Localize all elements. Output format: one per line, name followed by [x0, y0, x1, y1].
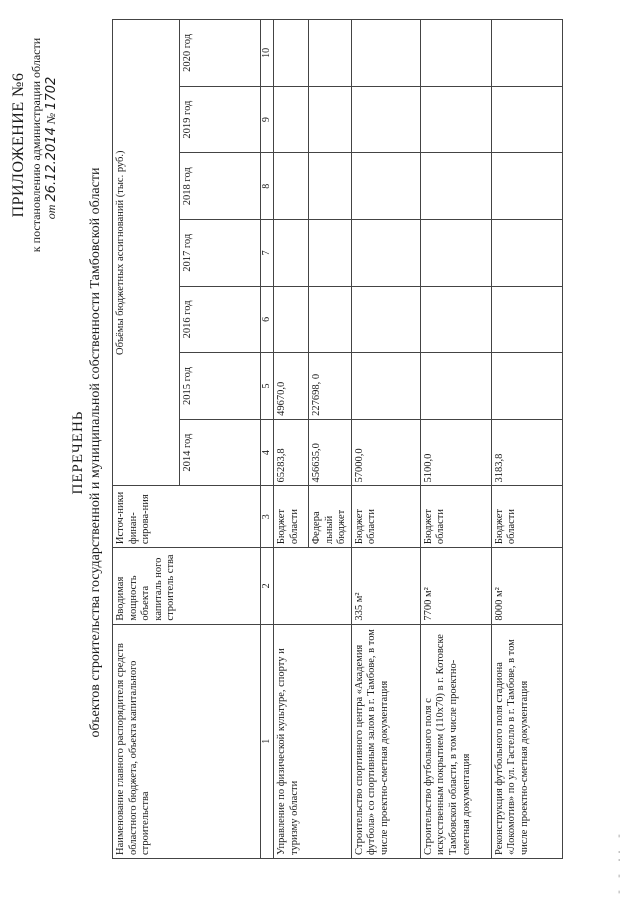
value-cell: 456635,0 [309, 419, 352, 486]
value-cell [274, 86, 309, 153]
source-cell: Федера льный бюджет [309, 486, 352, 548]
header-name-cell: Наименование главного распорядителя средств областного бюджета, объекта капитального строительства [113, 624, 261, 858]
appendix-title: ПРИЛОЖЕНИЕ №6 [10, 72, 27, 218]
column-number: 3 [261, 486, 274, 548]
header-capacity-cell: Вводимая мощность объекта капиталь ного строитель ства [113, 548, 261, 624]
object-name-cell: Реконструкция футбольного поля стадиона «Локомотив» по ул. Гастелло в г. Тамбове, в том числе проектно-сметная документация [491, 624, 562, 858]
table-row [351, 20, 420, 859]
object-name-cell: Управление по физической культуре, спорту и туризму области [274, 624, 352, 858]
value-cell [420, 220, 491, 287]
table-row [274, 20, 309, 859]
table-row [420, 20, 491, 859]
appendix-subtitle: к постановлению администрации области [29, 37, 43, 253]
value-cell [309, 153, 352, 220]
value-cell: 49670,0 [274, 353, 309, 420]
column-number: 7 [261, 220, 274, 287]
value-cell [274, 153, 309, 220]
value-cell [420, 353, 491, 420]
value-cell [420, 20, 491, 87]
column-number: 4 [261, 419, 274, 486]
document-subtitle: объектов строительства государственной и муниципальной собственности Тамбовской области [88, 167, 103, 738]
capacity-cell: 8000 м² [491, 548, 562, 624]
value-cell [420, 86, 491, 153]
value-cell [491, 153, 562, 220]
year-cell: 2014 год [180, 419, 261, 486]
value-cell [420, 153, 491, 220]
capacity-cell: 335 м² [351, 548, 420, 624]
value-cell: 57000,0 [351, 419, 420, 486]
object-name-cell: Строительство спортивного центра «Академия футбола» со спортивным залом в г. Тамбове, в том числе проектно-сметная документация [351, 624, 420, 858]
header-source-cell: Источ-ники финан-сирова-ния [113, 486, 261, 548]
column-number: 10 [261, 20, 274, 87]
value-cell: 3183,8 [491, 419, 562, 486]
value-cell [491, 20, 562, 87]
value-cell [309, 20, 352, 87]
column-number: 8 [261, 153, 274, 220]
value-cell [420, 286, 491, 353]
value-cell: 5100,0 [420, 419, 491, 486]
header-volume-cell: Объёмы бюджетных ассигнований (тыс. руб.) [113, 20, 180, 486]
number-value: 1702 [44, 76, 59, 110]
year-cell: 2017 год [180, 220, 261, 287]
value-cell [491, 353, 562, 420]
column-number: 6 [261, 286, 274, 353]
value-cell [309, 220, 352, 287]
document-title: ПЕРЕЧЕНЬ [70, 410, 86, 495]
source-cell: Бюджет области [274, 486, 309, 548]
value-cell [351, 353, 420, 420]
source-cell: Бюджет области [420, 486, 491, 548]
date-value: 26.12.2014 [44, 127, 59, 202]
table-row [491, 20, 562, 859]
year-cell: 2019 год [180, 86, 261, 153]
value-cell [351, 220, 420, 287]
value-cell [309, 86, 352, 153]
year-cell: 2018 год [180, 153, 261, 220]
value-cell [351, 20, 420, 87]
value-cell [351, 153, 420, 220]
capacity-cell [274, 548, 352, 624]
value-cell [351, 86, 420, 153]
year-cell: 2015 год [180, 353, 261, 420]
value-cell [274, 20, 309, 87]
value-cell: 227698, 0 [309, 353, 352, 420]
year-cell: 2020 год [180, 20, 261, 87]
column-number: 5 [261, 353, 274, 420]
column-number: 1 [261, 624, 274, 858]
value-cell [309, 286, 352, 353]
source-cell: Бюджет области [351, 486, 420, 548]
capacity-cell: 7700 м² [420, 548, 491, 624]
object-name-cell: Строительство футбольного поля с искусственным покрытием (110х70) в г. Котовске Тамбовской области, в том числе проектно-сметная документация [420, 624, 491, 858]
year-cell: 2016 год [180, 286, 261, 353]
value-cell [491, 220, 562, 287]
value-cell [491, 86, 562, 153]
allocations-table [112, 19, 563, 859]
value-cell [274, 286, 309, 353]
value-cell [351, 286, 420, 353]
scan-edge-mark: - - ·· - [615, 830, 626, 895]
source-cell: Бюджет области [491, 486, 562, 548]
value-cell [491, 286, 562, 353]
column-number: 9 [261, 86, 274, 153]
value-cell [274, 220, 309, 287]
number-sign: № [44, 112, 58, 125]
value-cell: 65283,8 [274, 419, 309, 486]
column-number: 2 [261, 548, 274, 624]
date-prefix: от [44, 204, 58, 220]
appendix-date-line [45, 3, 59, 293]
